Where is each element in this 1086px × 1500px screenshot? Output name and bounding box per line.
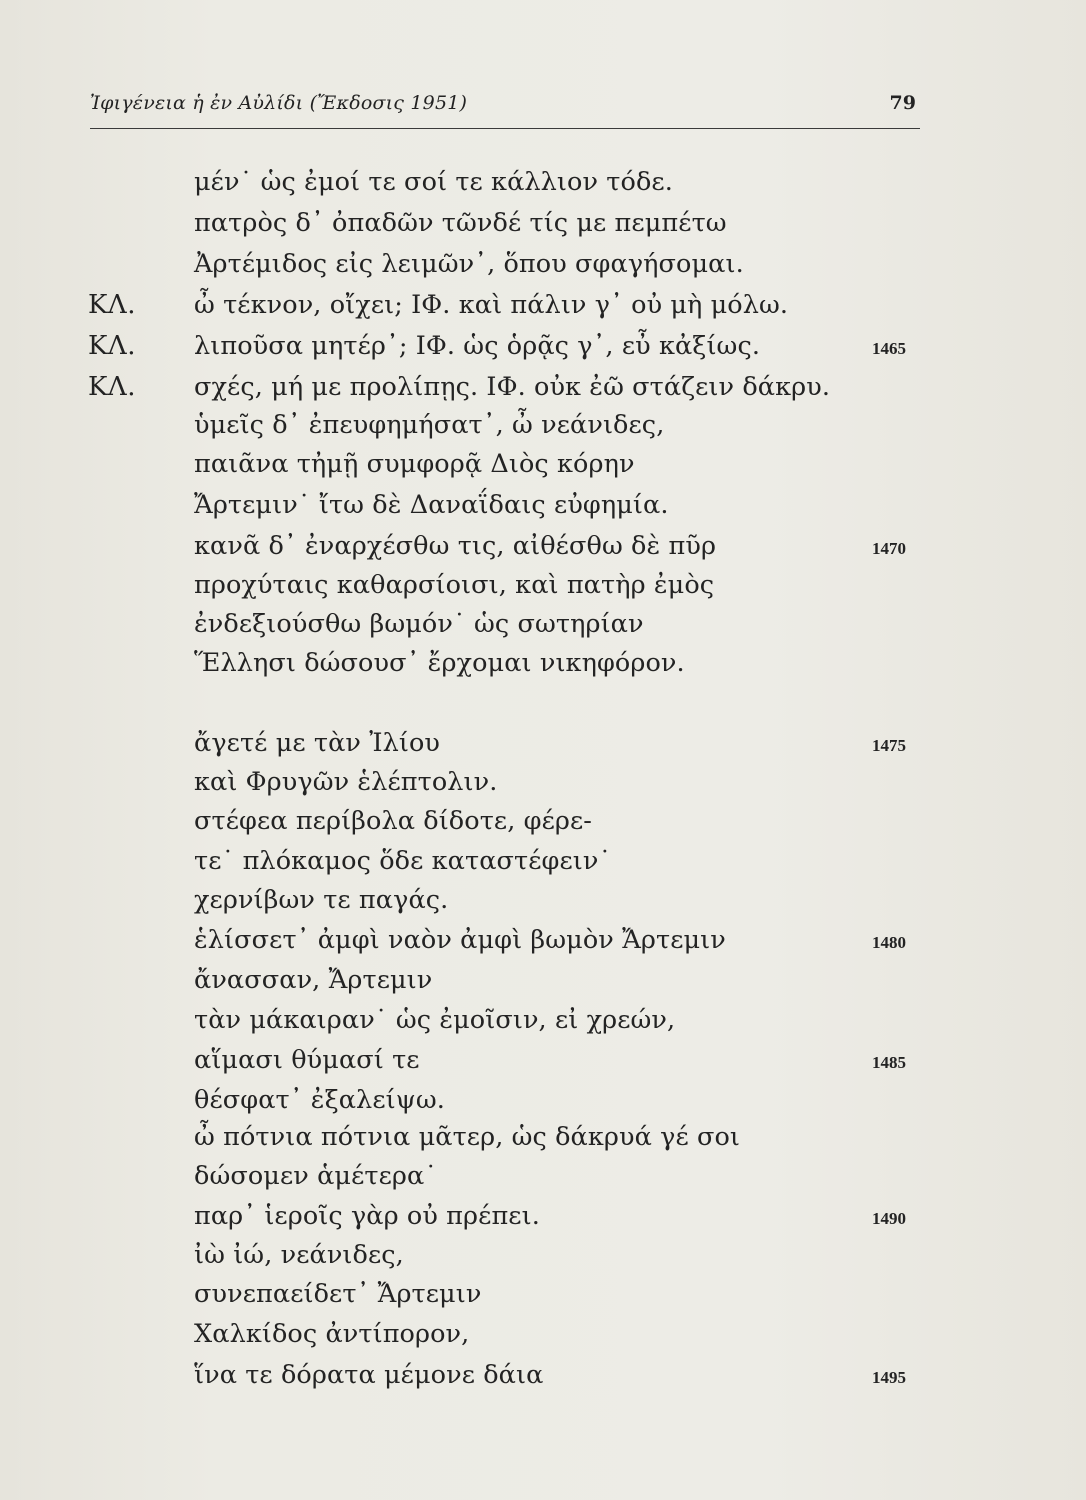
verse-text: ἰὼ ἰώ, νεάνιδες, [194, 1240, 404, 1270]
verse-line [0, 331, 1086, 369]
line-number: 1485 [872, 1053, 906, 1072]
verse-text: καὶ Φρυγῶν ἑλέπτολιν. [194, 767, 498, 797]
page-number: 79 [889, 92, 916, 114]
speaker-label: ΚΛ. [88, 290, 136, 320]
verse-line [0, 531, 1086, 569]
verse-text: ἄνασσαν, Ἄρτεμιν [194, 965, 433, 995]
verse-text: ἵνα τε δόρατα μέμονε δάια [194, 1360, 544, 1390]
line-number: 1495 [872, 1368, 906, 1387]
speaker-label: ΚΛ. [88, 372, 136, 402]
verse-text: παιᾶνα τἠμῇ συμφορᾷ Διὸς κόρην [194, 449, 635, 479]
verse-line [0, 1045, 1086, 1083]
verse-text: συνεπαείδετ᾽ Ἄρτεμιν [194, 1279, 482, 1309]
verse-line [0, 249, 1086, 287]
verse-text: λιποῦσα μητέρ᾽; ΙΦ. ὡς ὁρᾷς γ᾽, εὖ κἀξίως. [194, 331, 761, 361]
verse-text: τε˙ πλόκαμος ὅδε καταστέφειν˙ [194, 846, 612, 876]
verse-text: σχές, μή με προλίπῃς. ΙΦ. οὐκ ἐῶ στάζειν δάκρυ. [194, 372, 831, 402]
verse-line [0, 609, 1086, 647]
verse-line [0, 885, 1086, 923]
verse-line [0, 1319, 1086, 1357]
verse-line [0, 648, 1086, 686]
verse-line [0, 167, 1086, 205]
verse-text: χερνίβων τε παγάς. [194, 885, 449, 915]
verse-line [0, 208, 1086, 246]
verse-line [0, 1240, 1086, 1278]
verse-line [0, 410, 1086, 448]
verse-text: ὦ τέκνον, οἴχει; ΙΦ. καὶ πάλιν γ᾽ οὐ μὴ μόλω. [194, 290, 789, 320]
verse-text: στέφεα περίβολα δίδοτε, φέρε- [194, 806, 593, 836]
line-number: 1475 [872, 736, 906, 755]
verse-text: Ἀρτέμιδος εἰς λειμῶν᾽, ὅπου σφαγήσομαι. [194, 249, 744, 279]
page-header [90, 88, 920, 129]
verse-text: κανᾶ δ᾽ ἐναρχέσθω τις, αἰθέσθω δὲ πῦρ [194, 531, 717, 561]
verse-line [0, 925, 1086, 963]
verse-text: προχύταις καθαρσίοισι, καὶ πατὴρ ἐμὸς [194, 570, 715, 600]
verse-text: Χαλκίδος ἀντίπορον, [194, 1319, 470, 1349]
verse-line [0, 846, 1086, 884]
verse-line [0, 449, 1086, 487]
verse-text: Ἕλλησι δώσουσ᾽ ἔρχομαι νικηφόρον. [194, 648, 685, 678]
line-number: 1470 [872, 539, 906, 558]
verse-text: ὑμεῖς δ᾽ ἐπευφημήσατ᾽, ὦ νεάνιδες, [194, 410, 665, 440]
verse-text: Ἄρτεμιν˙ ἴτω δὲ Δαναΐδαις εὐφημία. [194, 490, 669, 520]
verse-line [0, 1005, 1086, 1043]
verse-line [0, 1201, 1086, 1239]
verse-line [0, 767, 1086, 805]
verse-text: τὰν μάκαιραν˙ ὡς ἐμοῖσιν, εἰ χρεών, [194, 1005, 676, 1035]
verse-line [0, 1122, 1086, 1160]
line-number: 1480 [872, 933, 906, 952]
verse-text: θέσφατ᾽ ἐξαλείψω. [194, 1085, 445, 1115]
verse-text: αἵμασι θύμασί τε [194, 1045, 420, 1075]
verse-text: ὦ πότνια πότνια μᾶτερ, ὡς δάκρυά γέ σοι [194, 1122, 741, 1152]
verse-line [0, 1360, 1086, 1398]
verse-text: ἐνδεξιούσθω βωμόν˙ ὡς σωτηρίαν [194, 609, 644, 639]
verse-line [0, 1161, 1086, 1199]
verse-line [0, 1085, 1086, 1123]
verse-line [0, 1279, 1086, 1317]
verse-line [0, 806, 1086, 844]
running-title: Ἰφιγένεια ἡ ἐν Αὐλίδι (Ἔκδοσις 1951) [90, 92, 468, 114]
line-number: 1465 [872, 339, 906, 358]
verse-line [0, 290, 1086, 328]
verse-text: ἄγετέ με τὰν Ἰλίου [194, 728, 441, 758]
verse-line [0, 728, 1086, 766]
verse-line [0, 372, 1086, 410]
verse-text: παρ᾽ ἱεροῖς γὰρ οὐ πρέπει. [194, 1201, 540, 1231]
speaker-label: ΚΛ. [88, 331, 136, 361]
verse-line [0, 965, 1086, 1003]
verse-line [0, 570, 1086, 608]
line-number: 1490 [872, 1209, 906, 1228]
verse-text: μέν˙ ὡς ἐμοί τε σοί τε κάλλιον τόδε. [194, 167, 673, 197]
verse-line [0, 490, 1086, 528]
verse-text: δώσομεν ἁμέτερα˙ [194, 1161, 438, 1191]
verse-text: πατρὸς δ᾽ ὀπαδῶν τῶνδέ τίς με πεμπέτω [194, 208, 727, 238]
verse-text: ἑλίσσετ᾽ ἀμφὶ ναὸν ἀμφὶ βωμὸν Ἄρτεμιν [194, 925, 726, 955]
